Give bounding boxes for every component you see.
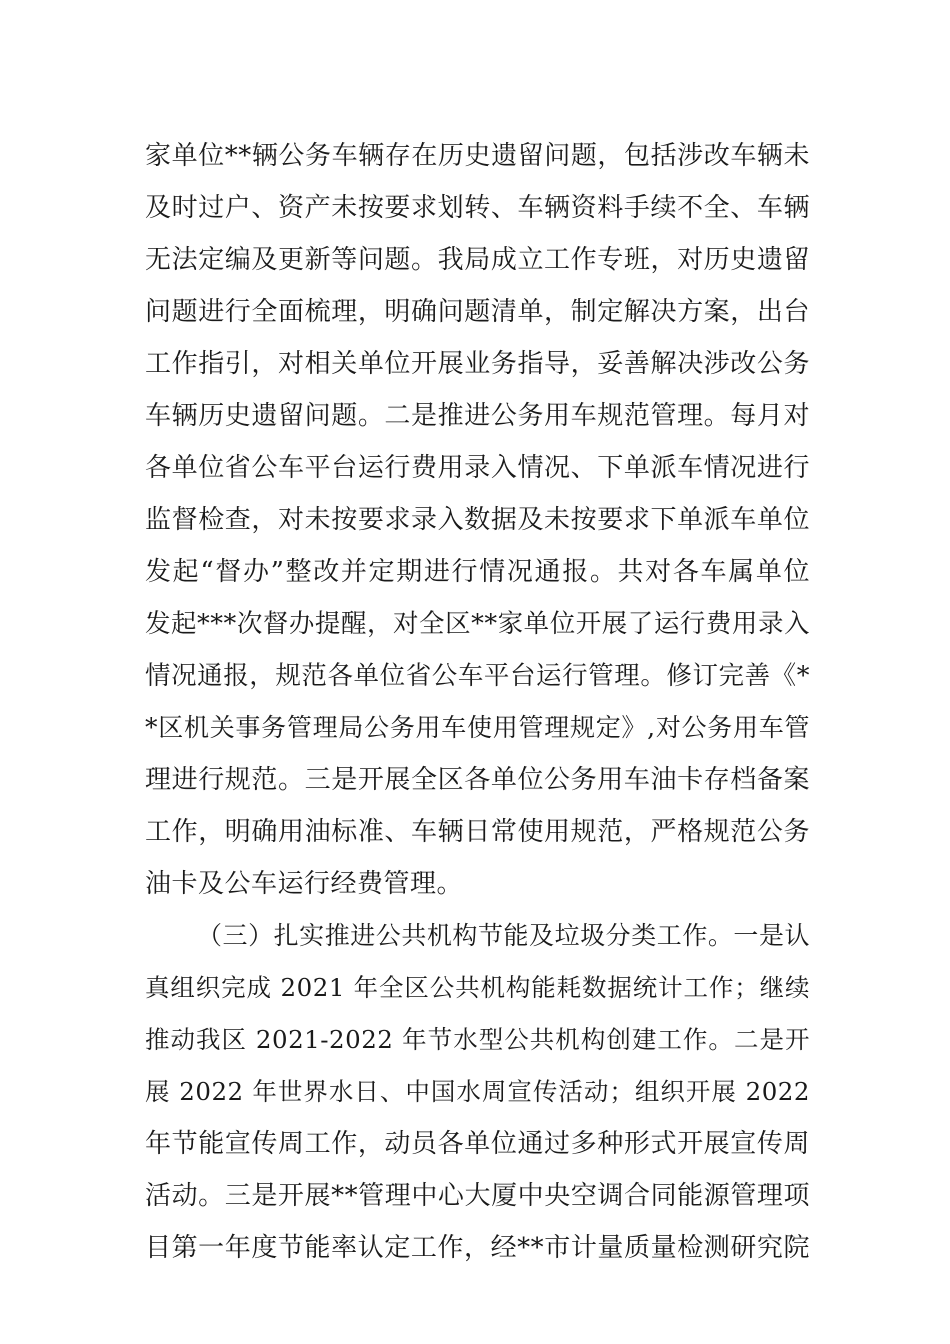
text-line: 活动。三是开展**管理中心大厦中央空调合同能源管理项	[145, 1181, 810, 1211]
body-text	[145, 130, 810, 1274]
text-line: 家单位**辆公务车辆存在历史遗留问题，包括涉改车辆未	[145, 141, 810, 171]
text-line: 监督检查，对未按要求录入数据及未按要求下单派车单位	[145, 505, 810, 535]
text-line: 工作，明确用油标准、车辆日常使用规范，严格规范公务	[145, 817, 810, 847]
text-line: 工作指引，对相关单位开展业务指导，妥善解决涉改公务	[145, 349, 810, 379]
text-line-paragraph-start: （三）扎实推进公共机构节能及垃圾分类工作。一是认	[197, 921, 810, 950]
text-line: 问题进行全面梳理，明确问题清单，制定解决方案，出台	[145, 297, 810, 327]
text-line: 及时过户、资产未按要求划转、车辆资料手续不全、车辆	[145, 193, 810, 223]
text-line: 理进行规范。三是开展全区各单位公务用车油卡存档备案	[145, 765, 810, 795]
text-line: 情况通报，规范各单位省公车平台运行管理。修订完善《*	[145, 661, 810, 691]
text-line: 年节能宣传周工作，动员各单位通过多种形式开展宣传周	[145, 1129, 810, 1159]
text-line: 展 2022 年世界水日、中国水周宣传活动；组织开展 2022	[145, 1077, 810, 1106]
text-line: 各单位省公车平台运行费用录入情况、下单派车情况进行	[145, 453, 810, 483]
text-line: 目第一年度节能率认定工作，经**市计量质量检测研究院	[145, 1233, 810, 1263]
text-line: 真组织完成 2021 年全区公共机构能耗数据统计工作；继续	[145, 973, 810, 1002]
text-line: 车辆历史遗留问题。二是推进公务用车规范管理。每月对	[145, 401, 810, 431]
text-line: 发起“督办”整改并定期进行情况通报。共对各车属单位	[145, 557, 810, 587]
text-line: 推动我区 2021-2022 年节水型公共机构创建工作。二是开	[145, 1025, 810, 1054]
text-line: *区机关事务管理局公务用车使用管理规定》,对公务用车管	[145, 713, 810, 742]
text-line: 发起***次督办提醒，对全区**家单位开展了运行费用录入	[145, 609, 810, 639]
text-line-paragraph-end: 油卡及公车运行经费管理。	[145, 869, 464, 899]
text-line: 无法定编及更新等问题。我局成立工作专班，对历史遗留	[145, 245, 810, 275]
